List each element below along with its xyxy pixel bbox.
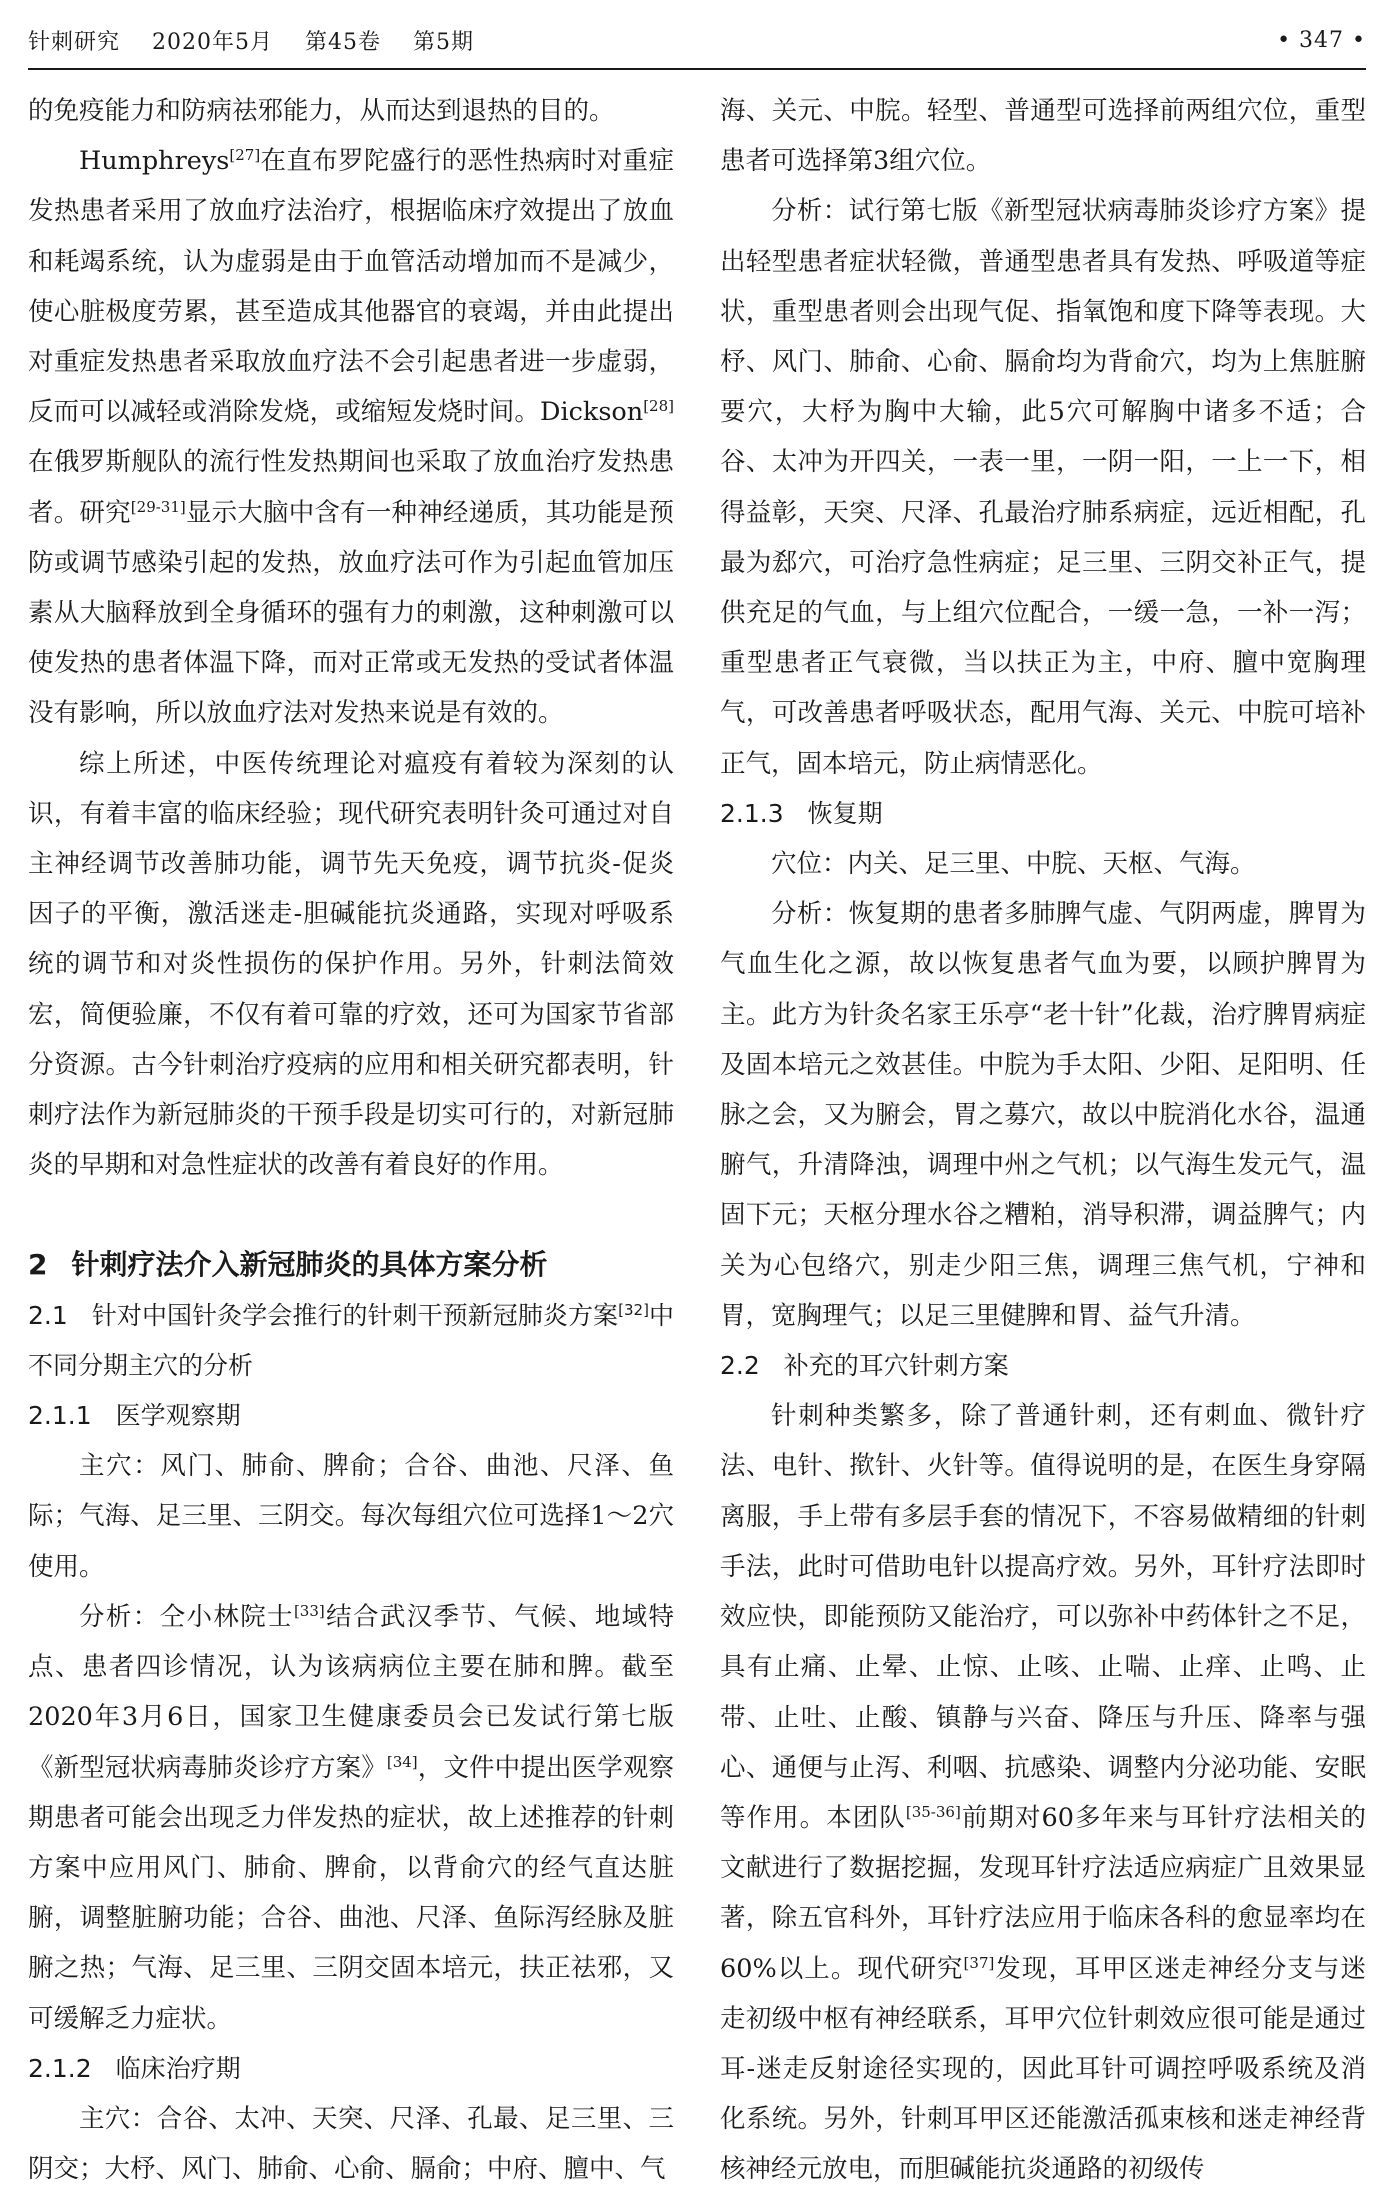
citation: [28] [643,397,674,416]
text-run: ，文件中提出医学观察期患者可能会出现乏力伴发热的症状，故上述推荐的针刺方案中应用风门、肺俞、脾俞，以背俞穴的经气直达脏腑，调整脏腑功能；合谷、曲池、尺泽、鱼际泻经脉及脏腑之热；气海、足三里、三阴交固本培元，扶正祛邪，又可缓解乏力症状。 [28,1752,674,2034]
paragraph: 综上所述，中医传统理论对瘟疫有着较为深刻的认识，有着丰富的临床经验；现代研究表明针灸可通过对自主神经调节改善肺功能，调节先天免疫，调节抗炎-促炎因子的平衡，激活迷走-胆碱能抗炎通路，实现对呼吸系统的调节和对炎性损伤的保护作用。另外，针刺法简效宏，简便验廉，不仅有着可靠的疗效，还可为国家节省部分资源。古今针刺治疗疫病的应用和相关研究都表明，针刺疗法作为新冠肺炎的干预手段是切实可行的，对新冠肺炎的早期和对急性症状的改善有着良好的作用。 [28,748,674,1181]
text-run: 在俄罗斯舰队的流行性发热期间也采取了放血治疗发热患者。研究 [28,447,674,528]
paragraph: 主穴：风门、肺俞、脾俞；合谷、曲池、尺泽、鱼际；气海、足三里、三阴交。每次每组穴位可选择1～2穴使用。 [28,1451,674,1582]
section-title: 针刺疗法介入新冠肺炎的具体方案分析 [71,1248,548,1282]
paragraph [28,136,674,738]
citation: [37] [963,1953,995,1972]
section-number: 2 [28,1248,48,1282]
paragraph: 海、关元、中脘。轻型、普通型可选择前两组穴位，重型患者可选择第3组穴位。 [720,96,1366,177]
section-heading [28,1240,674,1290]
text-run: 前期对60多年来与耳针疗法相关的文献进行了数据挖掘，发现耳针疗法适应病症广且效果显著，除五官科外，耳针疗法应用于临床各科的愈显率均在60%以上。现代研究 [720,1802,1366,1984]
paragraph: 穴位：内关、足三里、中脘、天枢、气海。 [771,849,1256,880]
subsubsection-heading [28,2044,674,2094]
section-title: 针对中国针灸学会推行的针刺干预新冠肺炎方案 [91,1300,619,1330]
section-title: 中不同分期主穴的分析 [28,1300,674,1380]
page-number: • 347 • [1277,27,1366,53]
section-number: 2.2 [720,1351,760,1381]
section-title: 恢复期 [807,798,883,828]
paragraph: 主穴：合谷、太冲、天突、尺泽、孔最、足三里、三阴交；大杼、风门、肺俞、心俞、膈俞；中府、膻中、气 [28,2103,674,2185]
section-title: 临床治疗期 [115,2053,241,2083]
paragraph: 分析：恢复期的患者多肺脾气虚、气阴两虚，脾胃为气血生化之源，故以恢复患者气血为要，以顾护脾胃为主。此方为针灸名家王乐亭“老十针”化裁，治疗脾胃病症及固本培元之效甚佳。中脘为手太阳、少阳、足阳明、任脉之会，又为腑会，胃之募穴，故以中脘消化水谷，温通腑气，升清降浊，调理中州之气机；以气海生发元气，温固下元；天枢分理水谷之糟粕，消导积滞，调益脾气；内关为心包络穴，别走少阳三焦，调理三焦气机，宁神和胃，宽胸理气；以足三里健脾和胃、益气升清。 [720,899,1366,1331]
paragraph [28,1592,674,2044]
citation: [32] [618,1300,649,1319]
citation: [34] [386,1752,418,1771]
journal-name: 针刺研究 [28,29,121,55]
text-run: 分析：仝小林院士 [79,1601,294,1632]
citation: [29-31] [130,497,186,516]
volume: 第45卷 [305,29,382,55]
paragraph: 分析：试行第七版《新型冠状病毒肺炎诊疗方案》提出轻型患者症状轻微，普通型患者具有发热、呼吸道等症状，重型患者则会出现气促、指氧饱和度下降等表现。大杼、风门、肺俞、心俞、膈俞均为背俞穴，均为上焦脏腑要穴，大杼为胸中大输，此5穴可解胸中诸多不适；合谷、太冲为开四关，一表一里，一阴一阳，一上一下，相得益彰，天突、尺泽、孔最治疗肺系病症，远近相配，孔最为郄穴，可治疗急性病症；足三里、三阴交补正气，提供充足的气血，与上组穴位配合，一缓一急，一补一泻；重型患者正气衰微，当以扶正为主，中府、膻中宽胸理气，可改善患者呼吸状态，配用气海、关元、中脘可培补正气，固本培元，防止病情恶化。 [720,196,1366,779]
section-number: 2.1.2 [28,2053,92,2083]
text-run: 针刺种类繁多，除了普通针刺，还有刺血、微针疗法、电针、揿针、火针等。值得说明的是，在医生身穿隔离服，手上带有多层手套的情况下，不容易做精细的针刺手法，此时可借助电针以提高疗效。另外，耳针疗法即时效应快，即能预防又能治疗，可以弥补中药体针之不足，具有止痛、止晕、止惊、止咳、止喘、止痒、止鸣、止带、止吐、止酸、镇静与兴奋、降压与升压、降率与强心、通便与止泻、利咽、抗感染、调整内分泌功能、安眠等作用。本团队 [720,1401,1366,1833]
header-rule [28,68,1366,70]
issue-date: 2020年5月 [152,29,274,55]
text-run: 结合武汉季节、气候、地域特点、患者四诊情况，认为该病病位主要在肺和脾。截至2020年3月6日，国家卫生健康委员会已发试行第七版《新型冠状病毒肺炎诊疗方案》 [28,1601,674,1783]
section-title: 医学观察期 [115,1401,241,1431]
paragraph: 的免疫能力和防病祛邪能力，从而达到退热的目的。 [28,96,615,126]
subsection-heading [28,1291,674,1391]
issue-number: 第5期 [413,29,475,55]
subsection-heading [720,1341,1366,1391]
right-column [720,86,1366,2185]
section-number: 2.1 [28,1300,68,1330]
citation: [35-36] [905,1802,961,1821]
citation: [33] [293,1601,325,1620]
section-number: 2.1.3 [720,798,784,828]
section-title: 补充的耳穴针刺方案 [783,1351,1009,1381]
left-column [28,86,674,2185]
header-journal-info [28,25,498,56]
text-run: 发现，耳甲区迷走神经分支与迷走初级中枢有神经联系，耳甲穴位针刺效应很可能是通过耳-迷走反射途径实现的，因此耳针可调控呼吸系统及消化系统。另外，针刺耳甲区还能激活孤束核和迷走神经背核神经元放电，而胆碱能抗炎通路的初级传 [720,1953,1366,2185]
subsubsection-heading [720,789,1366,839]
text-run: Humphreys [79,146,230,177]
subsubsection-heading [28,1391,674,1441]
paragraph [720,1391,1366,2194]
section-number: 2.1.1 [28,1401,92,1431]
text-run: 在直布罗陀盛行的恶性热病时对重症发热患者采用了放血疗法治疗，根据临床疗效提出了放血和耗竭系统，认为虚弱是由于血管活动增加而不是减少，使心脏极度劳累，甚至造成其他器官的衰竭，并由此提出对重症发热患者采取放血疗法不会引起患者进一步虚弱，反而可以减轻或消除发烧，或缩短发烧时间。Dickson [28,146,674,428]
text-run: 显示大脑中含有一种神经递质，其功能是预防或调节感染引起的发热，放血疗法可作为引起血管加压素从大脑释放到全身循环的强有力的刺激，这种刺激可以使发热的患者体温下降，而对正常或无发热的受试者体温没有影响，所以放血疗法对发热来说是有效的。 [28,497,674,729]
citation: [27] [229,146,261,165]
running-header [28,18,1366,62]
